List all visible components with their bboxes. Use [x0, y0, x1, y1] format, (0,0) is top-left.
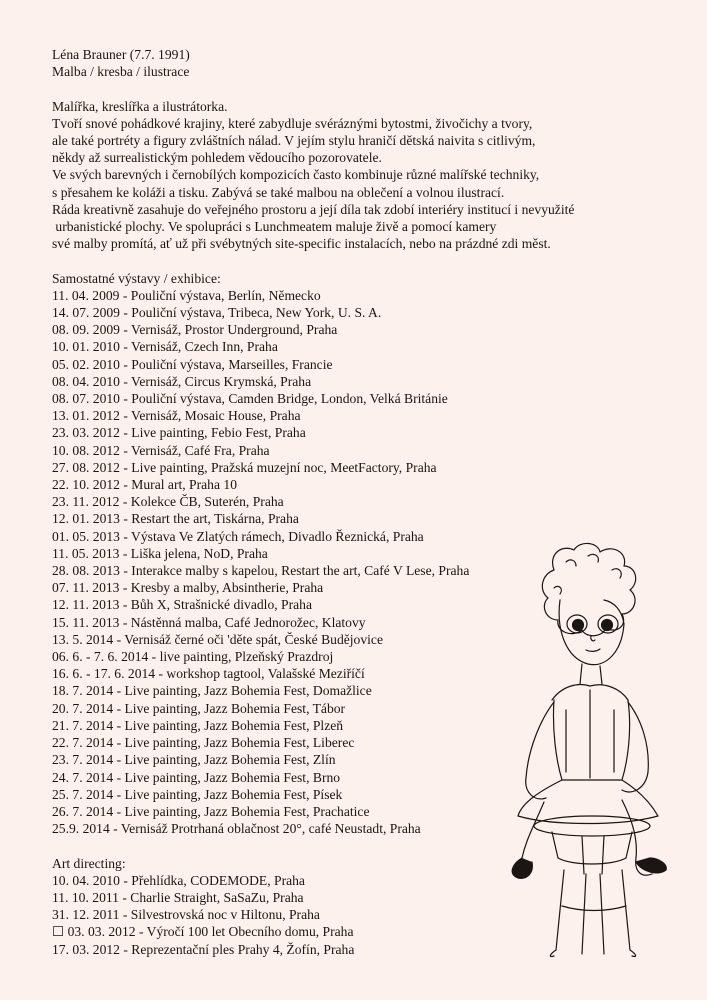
art-directing-item: 10. 04. 2010 - Přehlídka, CODEMODE, Praha: [52, 872, 305, 888]
exhibition-item: 05. 02. 2010 - Pouliční výstava, Marseilles, Francie: [52, 356, 333, 372]
exhibition-item: 08. 09. 2009 - Vernisáž, Prostor Underground, Praha: [52, 322, 338, 338]
exhibition-item: 22. 10. 2012 - Mural art, Praha 10: [52, 477, 237, 493]
exhibition-item: 10. 08. 2012 - Vernisáž, Café Fra, Praha: [52, 442, 270, 458]
author-name: Léna Brauner (7.7. 1991): [52, 47, 190, 62]
exhibition-item: 13. 01. 2012 - Vernisáž, Mosaic House, Praha: [52, 408, 301, 424]
bio-line: s přesahem ke koláži a tisku. Zabývá se také malbou na oblečení a volnou ilustrací.: [52, 184, 505, 200]
exhibition-item: 24. 7. 2014 - Live painting, Jazz Bohemia Fest, Brno: [52, 769, 341, 785]
exhibition-item: 11. 04. 2009 - Pouliční výstava, Berlín, Německo: [52, 287, 321, 303]
exhibition-item: 27. 08. 2012 - Live painting, Pražská muzejní noc, MeetFactory, Praha: [52, 459, 437, 475]
bio-paragraph: [52, 98, 672, 253]
exhibition-item: 06. 6. - 7. 6. 2014 - live painting, Plzeňský Prazdroj: [52, 649, 334, 665]
exhibition-item: 23. 11. 2012 - Kolekce ČB, Suterén, Praha: [52, 494, 284, 510]
exhibition-item: 22. 7. 2014 - Live painting, Jazz Bohemia Fest, Liberec: [52, 735, 355, 751]
bio-line: Ráda kreativně zasahuje do veřejného prostoru a její díla tak zdobí interiéry institucí i nevyužité: [52, 201, 575, 217]
exhibition-item: 01. 05. 2013 - Výstava Ve Zlatých rámech, Divadlo Řeznická, Praha: [52, 528, 424, 544]
art-directing-item: ☐ 03. 03. 2012 - Výročí 100 let Obecního domu, Praha: [52, 924, 354, 940]
spacer: [52, 252, 672, 269]
exhibition-item: 11. 05. 2013 - Liška jelena, NoD, Praha: [52, 545, 268, 561]
exhibition-item: 21. 7. 2014 - Live painting, Jazz Bohemia Fest, Plzeň: [52, 717, 344, 733]
exhibition-item: 23. 7. 2014 - Live painting, Jazz Bohemia Fest, Zlín: [52, 752, 336, 768]
exhibition-item: 08. 04. 2010 - Vernisáž, Circus Krymská, Praha: [52, 373, 312, 389]
art-directing-item: 11. 10. 2011 - Charlie Straight, SaSaZu, Praha: [52, 889, 304, 905]
exhibition-item: 16. 6. - 17. 6. 2014 - workshop tagtool, Valašské Meziříčí: [52, 666, 365, 682]
girl-on-stool-illustration: [482, 540, 697, 958]
exhibitions-heading: Samostatné výstavy / exhibice:: [52, 270, 221, 286]
bio-line: urbanistické plochy. Ve spolupráci s Lunchmeatem maluje živě a pomocí kamery: [52, 219, 497, 235]
spacer: [52, 80, 672, 97]
bio-line: své malby promítá, ať už při svébytných site-specific instalacích, nebo na prázdné zdi měst.: [52, 236, 551, 252]
exhibition-item: 15. 11. 2013 - Nástěnná malba, Café Jednorožec, Klatovy: [52, 614, 366, 630]
exhibition-item: 12. 11. 2013 - Bůh X, Strašnické divadlo, Praha: [52, 597, 313, 613]
exhibition-item: 07. 11. 2013 - Kresby a malby, Absintherie, Praha: [52, 580, 324, 596]
author-subtitle: Malba / kresba / ilustrace: [52, 64, 190, 80]
exhibition-item: 28. 08. 2013 - Interakce malby s kapelou, Restart the art, Café V Lese, Praha: [52, 563, 470, 579]
exhibition-item: 25. 7. 2014 - Live painting, Jazz Bohemia Fest, Písek: [52, 786, 343, 802]
exhibition-item: 25.9. 2014 - Vernisáž Protrhaná oblačnost 20°, café Neustadt, Praha: [52, 821, 421, 837]
exhibition-item: 20. 7. 2014 - Live painting, Jazz Bohemia Fest, Tábor: [52, 700, 346, 716]
bio-line: Tvoří snové pohádkové krajiny, které zabydluje svéráznými bytostmi, živočichy a tvory,: [52, 115, 533, 131]
exhibition-item: 23. 03. 2012 - Live painting, Febio Fest, Praha: [52, 425, 306, 441]
art-directing-heading: Art directing:: [52, 855, 126, 871]
art-directing-item: 31. 12. 2011 - Silvestrovská noc v Hiltonu, Praha: [52, 907, 320, 923]
exhibition-item: 10. 01. 2010 - Vernisáž, Czech Inn, Praha: [52, 339, 278, 355]
bio-line: někdy až surrealistickým pohledem vědoucího pozorovatele.: [52, 150, 382, 166]
bio-line: Ve svých barevných i černobílých kompozicích často kombinuje různé malířské techniky,: [52, 167, 540, 183]
bio-line: Malířka, kreslířka a ilustrátorka.: [52, 98, 228, 114]
exhibition-item: 12. 01. 2013 - Restart the art, Tiskárna, Praha: [52, 511, 299, 527]
bio-line: ale také portréty a figury zvláštních nálad. V jejím stylu hraničí dětská naivita s citlivým,: [52, 133, 536, 148]
exhibition-item: 14. 07. 2009 - Pouliční výstava, Tribeca, New York, U. S. A.: [52, 305, 382, 321]
art-directing-item: 17. 03. 2012 - Reprezentační ples Prahy 4, Žofín, Praha: [52, 941, 355, 957]
exhibition-item: 26. 7. 2014 - Live painting, Jazz Bohemia Fest, Prachatice: [52, 803, 370, 819]
exhibition-item: 13. 5. 2014 - Vernisáž černé oči 'děte spát, České Budějovice: [52, 631, 383, 647]
exhibition-item: 18. 7. 2014 - Live painting, Jazz Bohemia Fest, Domažlice: [52, 683, 372, 699]
exhibition-item: 08. 07. 2010 - Pouliční výstava, Camden Bridge, London, Velká Británie: [52, 391, 448, 407]
